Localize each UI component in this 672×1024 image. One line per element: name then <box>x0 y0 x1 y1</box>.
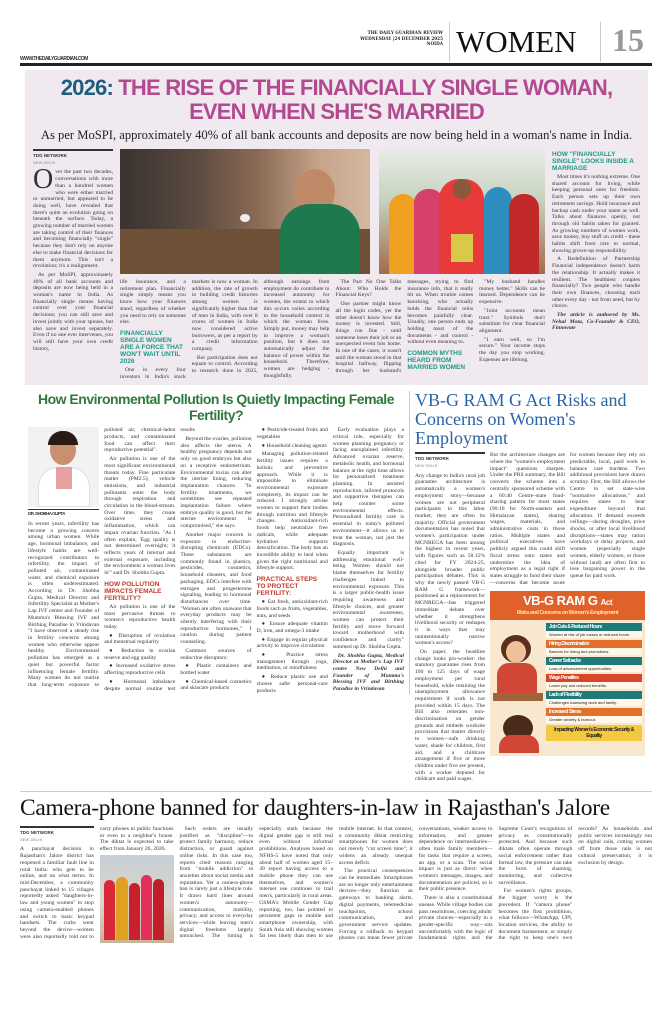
bullet: ● Practice stress management through yoga, meditation, or mindfulness <box>256 652 328 672</box>
byline: TDG NETWORK NEW DELHI <box>415 452 485 469</box>
lead-photo-group-women <box>379 149 545 274</box>
infographic-item <box>546 674 642 689</box>
issue-date: WEDNESDAY |24 DECEMBER 2025 <box>360 35 443 41</box>
issue-city: NOIDA <box>426 41 443 46</box>
author-credit: The article is authored by Ms. Nehal Mota, Co-Founder & CEO, Finnovate <box>552 312 640 332</box>
worried-woman-illustration <box>493 623 543 753</box>
bullet: ● Household cleaning agents <box>261 442 327 449</box>
bullet: ● Chemical-based cosmetics and skincare products <box>180 678 252 692</box>
infographic-item-title: Career Setbacks <box>546 657 642 665</box>
fertility-article <box>28 391 410 694</box>
doctor-photo <box>28 427 99 507</box>
lead-standfirst: As per MoSPI, approximately 40% of all bank accounts and deposits are now being held in a woman's name in India. <box>40 128 633 142</box>
bullet: ● Ensure adequate vitamin D, iron, and omega-3 intake <box>256 621 328 634</box>
infographic-item-title: Lack of Flexibility <box>546 691 642 699</box>
infographic-header: VB-G RAM G Act Risks and Concerns on Women's Employment <box>490 591 645 620</box>
lead-headline: 2026: THE RISE OF THE FINANCIALLY SINGLE WOMAN, EVEN WHEN SHE'S MARRIED <box>60 75 613 124</box>
vbg-article <box>410 391 645 785</box>
subhead: HOW POLLUTION IMPACTS FEMALE FERTILITY? <box>104 580 162 602</box>
infographic-item-desc: Women at risk of job losses or reduced hours. <box>549 632 631 638</box>
infographic-item <box>546 640 642 655</box>
bullet: ● Hormonal imbalance despite normal routine test results <box>104 427 195 692</box>
website-url: WWW.THEDAILYGUARDIAN.COM <box>20 56 88 62</box>
infographic-item-title: Hiring Discrimination <box>546 640 642 648</box>
bullet: ● Eat fresh, antioxidant-rich foods such as fruits, vegetables, nuts, and seeds <box>256 599 328 619</box>
infographic-item-desc: Challenges balancing work and family. <box>549 700 617 706</box>
subhead: HOW "FINANCIALLY SINGLE" LOOKS INSIDE A MARRIAGE <box>552 151 634 172</box>
middle-section <box>28 391 650 785</box>
divider <box>449 22 450 62</box>
fertility-headline: How Environmental Pollution Is Quietly Impacting Female Fertility? <box>37 391 394 424</box>
jalore-photo-women-walking <box>100 855 174 943</box>
subhead: COMMON MYTHS HEARD FROM MARRIED WOMEN <box>407 350 466 372</box>
infographic-footer: Impacting Women's Economic Security & Equality <box>546 725 642 741</box>
infographic-items <box>546 623 642 723</box>
bullet: ● Disruption of ovulation and menstrual regularity <box>104 632 176 646</box>
infographic-item-title: Increased Stress <box>546 708 642 716</box>
jalore-body-columns: TDG NETWORK NEW DELHI A panchayat decision in Rajasthan's Jalore district has reopened a familiar fault line in rural India: who gets to be online, and on what terms. In mid-December, a community panchayat linked to 15 villages reportedly asked "daughters-in-law and young women" to stop using camera-enabled phones and switch to basic keypad handsets. The curbs went beyond the device—women were also reportedly told not to carry phones to public functions or even to a neighbor's house. The diktat is expected to take effect from January 26, 2026. Such orders are usually justified as "discipline"—to protect family harmony, reduce distraction, or guard against online risks. In this case too, reports cited reasons ranging from "mobile addiction" to anxieties about social media and reputation. Yet a camera-phone ban is rarely just a lifestyle rule. It draws hard lines around women's autonomy—communication, mobility, privacy, and access to everyday services—while leaving men's digital freedoms largely untouched. The timing is especially stark because the digital gender gap is still real even without informal prohibitions. Analyses based on NFHS-5 have noted that only about half of women aged 15–49 report having access to a mobile phone they can use themselves, and women's internet use continues to trail men's, particularly in rural areas. GSMA's Mobile Gender Gap reporting, too, has pointed to persistent gaps in mobile and smartphone ownership, with South Asia still showing women far less likely than men to use mobile internet. In that context, a community diktat restricting smartphones for women does not merely "cut screen time"; it widens an already unequal access deficit. The practical consequences can be immediate. Smartphones are no longer only entertainment devices—they function as gateways to banking alerts, digital payments, telemedicine touchpoints, school communication, and government service updates. Forcing a rollback to keypad phones can mean fewer private conversations, weaker access to information, and greater dependence on intermediaries—often male family members—for tasks that require a screen, an app, or a scan. The social impact is just as direct: when women's messages, images, and documentation are policed, so is their public presence. There is also a constitutional unease. While village bodies can pass resolutions, coercing adults' private choices—especially in a gender-specific way—sits uncomfortably with the logic of fundamental rights and the Supreme Court's recognition of privacy as constitutionally protected. And because such diktats often operate through social enforcement rather than formal law, the pressure can take the form of shaming, monitoring, and collective surveillance. For women's rights groups, the bigger worry is the precedent. If "camera phone" becomes the first prohibition, what follows—WhatsApp, UPI, location services, the ability to document harassment, or simply the right to keep one's own records? As households and public services increasingly run on digital rails, cutting women off from those rails is not cultural preservation; it is exclusion by design. <box>20 826 652 942</box>
jalore-article <box>20 791 652 943</box>
subhead: FINANCIALLY SINGLE WOMEN ARE A FORCE THAT WON'T WAIT UNTIL 2026 <box>120 329 183 365</box>
jalore-headline: Camera-phone banned for daughters-in-law in Rajasthan's Jalore <box>20 795 610 822</box>
bullet: ● Plastic containers and bottled water <box>180 663 252 676</box>
byline: TDG NETWORK NEW DELHI <box>20 826 94 843</box>
section-title: WOMEN <box>456 24 577 59</box>
infographic-item-title: Wage Penalties <box>546 674 642 682</box>
infographic-item-desc: Barriers for hiring and promotions. <box>549 649 610 655</box>
bullet: ● Reduce plastic use and choose safer personal-care products <box>256 674 328 694</box>
fertility-body-columns: DR. SHOBHA GUPTA In recent years, infertility has become a growing concern among urban women. While age, hormonal imbalance, and lifestyle habits are well-recognized contributors to infertility, the impact of polluted air, contaminated water, and chemical exposure is often underestimated. According to Dr. Shobha Gupta, Medical Director and Infertility Specialist at Mother's Lap IVF centre and Founder of Mumma's Blessing IVF and Birthing Paradise in Vrindavan "I have observed a steady rise in fertility concerns among women who otherwise appear healthy. Environmental pollution has emerged as a quiet but powerful factor influencing female fertility. Many women do not realize that long-term exposure to polluted air, chemical-laden products, and contaminated food can affect their reproductive potential". Air pollution is one of the most significant environmental threats today. Fine particulate matter (PM2.5), vehicle emissions, and industrial pollutants enter the body through respiration and circulation in the blood-stream. Over time, they create oxidative stress and inflammation, which can impair ovarian function. "As I often explain, 'Egg quality is not determined overnight; it reflects years of internal and external exposure, including the environment a woman lives in'" said Dr. Shobha Gupta. HOW POLLUTION IMPACTS FEMALE FERTILITY? Air pollution is one of the most pervasive threats to women's reproductive health today. ● Disruption of ovulation and menstrual regularity ● Reduction in ovarian reserve and egg quality ● Increased oxidative stress affecting reproductive cells ● Hormonal imbalance despite normal routine test results Beyond the ovaries, pollution also affects the uterus. A healthy pregnancy depends not only on good embryos but also on a receptive endometrium. Environmental toxins can alter the uterine lining, reducing implantation chances. "In fertility treatments, we sometimes see repeated implantation failure where embryo quality is good, but the uterine environment is compromised," she says. Another major concern is exposure to endocrine-disrupting chemicals (EDCs). These substances are commonly found in plastics, pesticides, cosmetics, household cleaners, and food packaging. EDCs interfere with estrogen and progesterone signaling, leading to hormonal disturbances over time. "Women are often unaware that everyday products may be silently interfering with their reproductive hormones," I caution during patient counseling. Common sources of endocrine disruptors: ● Plastic containers and bottled water ● Chemical-based cosmetics and skincare products ● Pesticide-treated fruits and vegetables ● Household cleaning agents Managing pollution-related fertility issues requires a holistic and preventive approach. While it is impossible to eliminate environmental exposure completely, its impact can be reduced. I strongly advise women to support their bodies through nutrition and lifestyle changes. Antioxidant-rich foods help neutralize free radicals, while adequate hydration supports detoxification. The body has an incredible ability to heal when given the right nutritional and lifestyle support. PRACTICAL STEPS TO PROTECT FERTILITY: ● Eat fresh, antioxidant-rich foods such as fruits, vegetables, nuts, and seeds ● Ensure adequate vitamin D, iron, and omega-3 intake ● Engage in regular physical activity to improve circulation ● Practice stress management through yoga, meditation, or mindfulness ● Reduce plastic use and choose safer personal-care products Early evaluation plays a critical role, especially for women planning pregnancy or facing unexplained infertility. Advanced ovarian reserve, metabolic health, and hormonal balance at the right time allows for personalized treatment planning. In assisted reproduction, tailored protocols and supportive therapies can help counter some environmental effects. Personalized fertility care is essential in today's polluted environment—it allows us to treat the woman, not just the diagnosis. Equally important is addressing emotional well-being. Women should not blame themselves for fertility challenges linked to environmental exposure. This is a larger public-health issue requiring awareness and lifestyle choices, and greater environmental awareness, women can protect their fertility and move forward toward motherhood with confidence and clarity" summed up Dr. Shobha Gupta. Dr. Shobha Gupta, Medical Director at Mother's Lap IVF centre New Delhi and Founder of Mumma's Blessing IVF and Birthing Paradise in Vrindavan <box>28 427 404 694</box>
infographic-item-title: Job Cuts & Reduced Hours <box>546 623 642 631</box>
lead-body-columns: life insurance, and a retirement plan. Financially single simply means you know how your finances stand, regardless of whether you need to rely on someone else. FINANCIALLY SINGLE WOMEN ARE A FORCE THAT WON'T WAIT UNTIL 2026 One in every four investors in India's stock markets is now a woman. In addition, the rate of growth in building credit histories among women is significantly higher than that of men in India, with over 8 crores of women in India now considered active borrowers, as per a report by a credit information company. But participation does not equate to control. According to research done in 2025, although earnings from employment do contribute to increased autonomy for women, the extent to which this occurs varies according to the household context in which the woman lives. Simply put, money may help to improve a woman's position, but it does not automatically adjust the balance of power within the household. Therefore, women are hedging - thoughtfully. The Part No One Talks About: Who Holds the Financial Keys? One partner might know all the login codes, yet the other doesn't know how the money is invested. Still, things run fine - until someone loses their job or an unexpected event hits home. In one of the cases, it wasn't until the woman stood in that hospital hallway, flipping through her husband's messages, trying to find insurance info, that it really hit us. When trouble comes knocking, who actually holds the financial reins becomes painfully clear. Usually, one person ends up holding most of the documents - and control - without even meaning to. COMMON MYTHS HEARD FROM MARRIED WOMEN "My husband handles money better." Skills can be learned. Dependence can be expensive. "Joint accounts mean trust." Symbols don't substitute for clear financial alignment. "I earn well, so I'm secure." Your income stops the day you stop working. Expenses are lifelong. <box>120 279 545 380</box>
drop-cap: O <box>33 164 54 196</box>
infographic-item <box>546 657 642 672</box>
lead-column-1: TDG NETWORK NEW DELHI Over the past two decades, conversations with more than a hundred women who were either married or unmarried, but appeared to be doing well, have revealed that there's quite an evolution going on beneath the surface. Today, a growing number of married women are taking control of their finances and becoming financially "single" because they don't rely on anyone else to make financial decisions for them anymore. This isn't a revolution; it's a realignment. As per MoSPI, approximately 40% of all bank accounts and deposits are now being held in a woman's name in India. As financially single means having control over your financial decisions; you can still save and invest jointly with your spouse, but also save and invest separately. Even if no one ever intervenes, you will still have your own credit history, <box>33 149 113 354</box>
infographic-item <box>546 623 642 638</box>
bullet: ● Reduction in ovarian reserve and egg quality <box>104 648 176 661</box>
lead-story <box>25 70 648 385</box>
infographic-item-desc: Loss of advancement opportunities. <box>549 666 613 672</box>
masthead <box>0 0 672 66</box>
page-number: 15 <box>612 22 644 58</box>
vbg-infographic <box>490 591 645 756</box>
doctor-photo-block <box>28 427 99 518</box>
infographic-item-desc: Greater anxiety & burnout. <box>549 717 596 723</box>
lead-center <box>120 149 545 380</box>
subhead: PRACTICAL STEPS TO PROTECT FERTILITY: <box>256 576 318 598</box>
photo-caption: DR. SHOBHA GUPTA <box>28 509 99 518</box>
paper-name: THE DAILY GUARDIAN REVIEW <box>367 30 443 35</box>
infographic-item <box>546 691 642 706</box>
masthead-info <box>318 30 443 47</box>
vbg-body-columns: But the architecture changes are where the "women's employment impact" questions sharpen. Under the PRS summary, the Bill converts the scheme into a centrally sponsored scheme with a 60:40 Centre–state fund-sharing pattern for most states (90:10 for North-eastern and Himalayan states), sharing wages, materials, and administrative costs in those ratios. Multiple states and political executives have publicly argued this could shift fiscal stress onto states and undermine the idea of employment as a legal right if states struggle to fund their share—concerns that become acute for women because they rely on predictable, local, paid work to balance care burdens. Two additional provisions have drawn scrutiny. First, the Bill allows the Centre to set state-wise "normative allocations," and requires states to bear expenditure beyond that allocation. If demand exceeds ceilings—during droughts, price shocks, or after local livelihood disruptions—states may ration workdays or delay projects, and women (especially single women, elderly women, or those without land) are often first to lose bargaining power in the queue for paid work. <box>490 452 645 586</box>
divider <box>600 22 601 62</box>
vbg-headline: VB-G RAM G Act Risks and Concerns on Women's Employment <box>415 390 627 449</box>
infographic-item-desc: Lower pay and reduced benefits. <box>549 683 608 689</box>
lead-column-right: HOW "FINANCIALLY SINGLE" LOOKS INSIDE A MARRIAGE Most times it's nothing extreme. One shared account for living, while keeping personal ones for freedom. Each person sets up their own retirement savings. Hold insurance and backup cash under your name as well. Talks about finances openly, not through old habits taken for granted. As growing numbers of women work, save money, buy stuff on credit - these habits shift from rare to normal, showing grown-up responsibility. A Redefinition of Partnership Financial independence doesn't harm the relationship. It actually makes it resilient. The healthiest couples financially? Two people who handle their own finances, choosing each other every day - not from need, but by choice. The article is authored by Ms. Nehal Mota, Co-Founder & CEO, Finnovate <box>552 151 640 332</box>
byline: TDG NETWORK NEW DELHI <box>33 149 113 166</box>
vbg-column-1: TDG NETWORK NEW DELHI Any change to India's rural job guarantee architecture is automatically a women's employment story—because women are not peripheral participants in this labor market, they are often its majority. Official government documentation has noted that women's participation under MGNREGA has been among the highest in recent years, with figures such as 58.15% cited for FY 2024-25, alongside broader public participation debates. This is why the newly passed VB-G RAM G framework—positioned as a replacement for MGNREGA—has triggered immediate debate over whether it strengthens livelihood security or reshapes it in ways that may unintentionally narrow women's access? On paper, the headline change looks pro-worker: the statutory guarantee rises from 100 to 125 days of wage employment per rural household, while retaining the unemployment allowance requirement if work is not provided within 15 days. The Bill also reiterates non-discrimination on gender grounds and embeds worksite provisions that matter directly to women—safe drinking water, shade for children, first aid, and a childcare arrangement if five or more children under five are present, with a worker deputed for childcare and paid wages. <box>415 452 485 785</box>
masthead-rule <box>20 63 652 66</box>
bullet: ● Pesticide-treated fruits and vegetables <box>256 427 328 441</box>
author-credit: Dr. Shobha Gupta, Medical Director at Mother's Lap IVF centre New Delhi and Founder of Mumma's Blessing IVF and Birthing Paradise in Vrindavan <box>332 652 404 693</box>
lead-photo-woman-card <box>120 149 370 274</box>
infographic-item <box>546 708 642 723</box>
bullet: ● Increased oxidative stress affecting reproductive cells <box>104 663 176 677</box>
bullet: ● Engage in regular physical activity to improve circulation <box>256 636 328 650</box>
